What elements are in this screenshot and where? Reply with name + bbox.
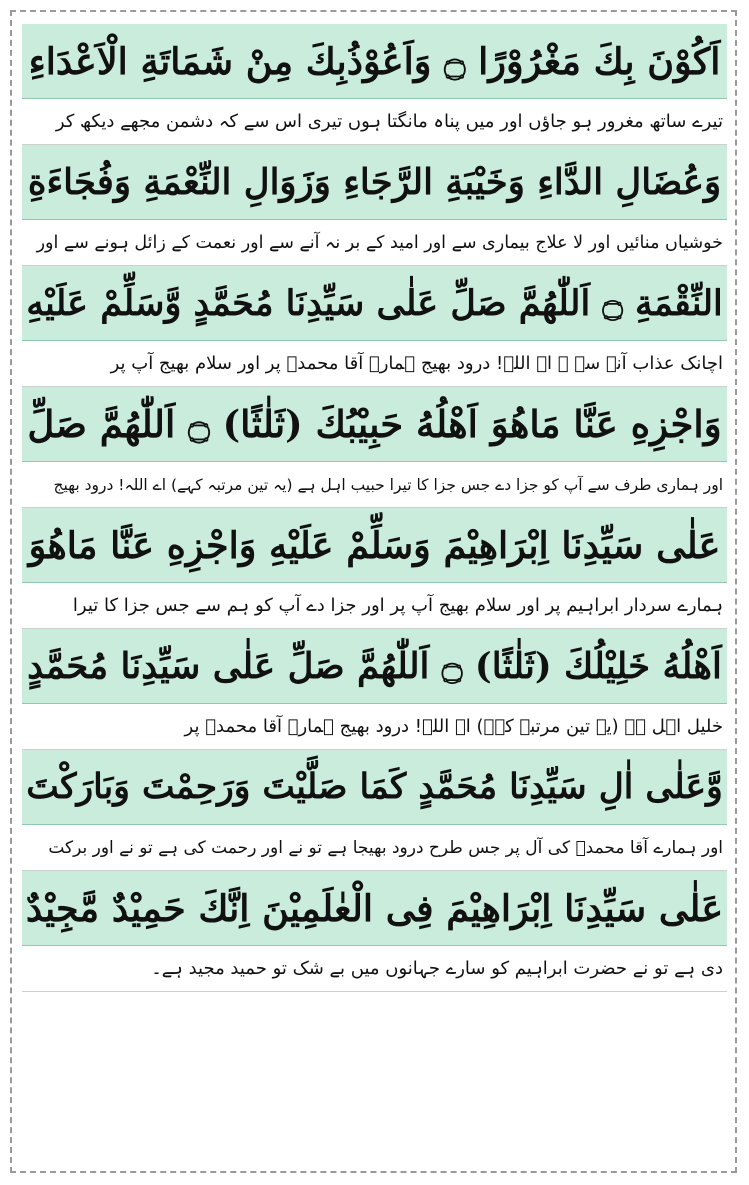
arabic-text: عَلٰى سَيِّدِنَا اِبْرَاهِيْمَ وَسَلِّمْ عَلَيْهِ وَاجْزِهِ عَنَّا مَاهُوَ [28,523,721,567]
arabic-line-7 [22,750,727,825]
urdu-translation: دی ہے تو نے حضرت ابراہیم کو سارے جہانوں میں بے شک تو حمید مجید ہے۔ [151,958,723,979]
arabic-line-4 [22,387,727,462]
urdu-translation: اور ہماری طرف سے آپ کو جزا دے جس جزا کا تیرا حبیب اہل ہے (یہ تین مرتبہ کہے) اے اللہ! درود بھیج [53,475,723,494]
arabic-text: اَهْلُهُ خَلِيْلُكَ (ثَلٰثًا) ۝ اَللّٰهُمَّ صَلِّ عَلٰى سَيِّدِنَا مُحَمَّدٍ [27,645,722,687]
arabic-text: وَاجْزِهِ عَنَّا مَاهُوَ اَهْلُهُ حَبِيْبُكَ (ثَلٰثًا) ۝ اَللّٰهُمَّ صَلِّ [27,402,722,446]
arabic-line-3 [22,266,727,341]
arabic-line-2 [22,145,727,220]
urdu-translation: خوشیاں منائیں اور لا علاج بیماری سے اور امید کے بر نہ آنے سے اور نعمت کے زائل ہونے سے اور [36,232,723,253]
arabic-text: عَلٰى سَيِّدِنَا اِبْرَاهِيْمَ فِى الْعٰلَمِيْنَ اِنَّكَ حَمِيْدٌ مَّجِيْدٌ [25,886,724,930]
arabic-text: وَعُضَالِ الدَّاءِ وَخَيْبَةِ الرَّجَاءِ وَزَوَالِ النِّعْمَةِ وَفُجَاءَةِ [27,161,722,203]
urdu-translation: خلیل اہل ہے (یہ تین مرتبہ کہے) اے اللہ! درود بھیج ہمارے آقا محمدؐ پر [184,716,723,737]
urdu-line-4 [22,462,727,508]
urdu-translation: اور ہمارے آقا محمدؐ کی آل پر جس طرح درود بھیجا ہے تو نے اور رحمت کی ہے تو نے اور برکت [48,838,723,858]
arabic-line-1 [22,24,727,99]
urdu-line-1 [22,99,727,145]
prayer-page [22,24,727,1162]
urdu-line-2 [22,220,727,266]
urdu-line-3 [22,341,727,387]
arabic-line-6 [22,629,727,704]
urdu-line-6 [22,704,727,750]
arabic-text: وَّعَلٰى اٰلِ سَيِّدِنَا مُحَمَّدٍ كَمَا صَلَّيْتَ وَرَحِمْتَ وَبَارَكْتَ [26,767,723,807]
arabic-line-8 [22,871,727,946]
urdu-translation: اچانک عذاب آنے سے ۔ اے اللہ! درود بھیج ہمارے آقا محمدؐ پر اور سلام بھیج آپ پر [110,353,723,374]
urdu-line-8 [22,946,727,992]
urdu-translation: ہمارے سردار ابراہیم پر اور سلام بھیج آپ پر اور جزا دے آپ کو ہم سے جس جزا کا تیرا [72,595,723,616]
urdu-translation: تیرے ساتھ مغرور ہو جاؤں اور میں پناہ مانگتا ہوں تیری اس سے کہ دشمن مجھے دیکھ کر [55,111,723,132]
arabic-line-5 [22,508,727,583]
arabic-text: اَكُوْنَ بِكَ مَغْرُوْرًا ۝ وَاَعُوْذُبِكَ مِنْ شَمَاتَةِ الْاَعْدَاءِ [28,39,721,83]
urdu-line-5 [22,583,727,629]
urdu-line-7 [22,825,727,871]
arabic-text: النِّقْمَةِ ۝ اَللّٰهُمَّ صَلِّ عَلٰى سَيِّدِنَا مُحَمَّدٍ وَّسَلِّمْ عَلَيْهِ [26,282,723,324]
